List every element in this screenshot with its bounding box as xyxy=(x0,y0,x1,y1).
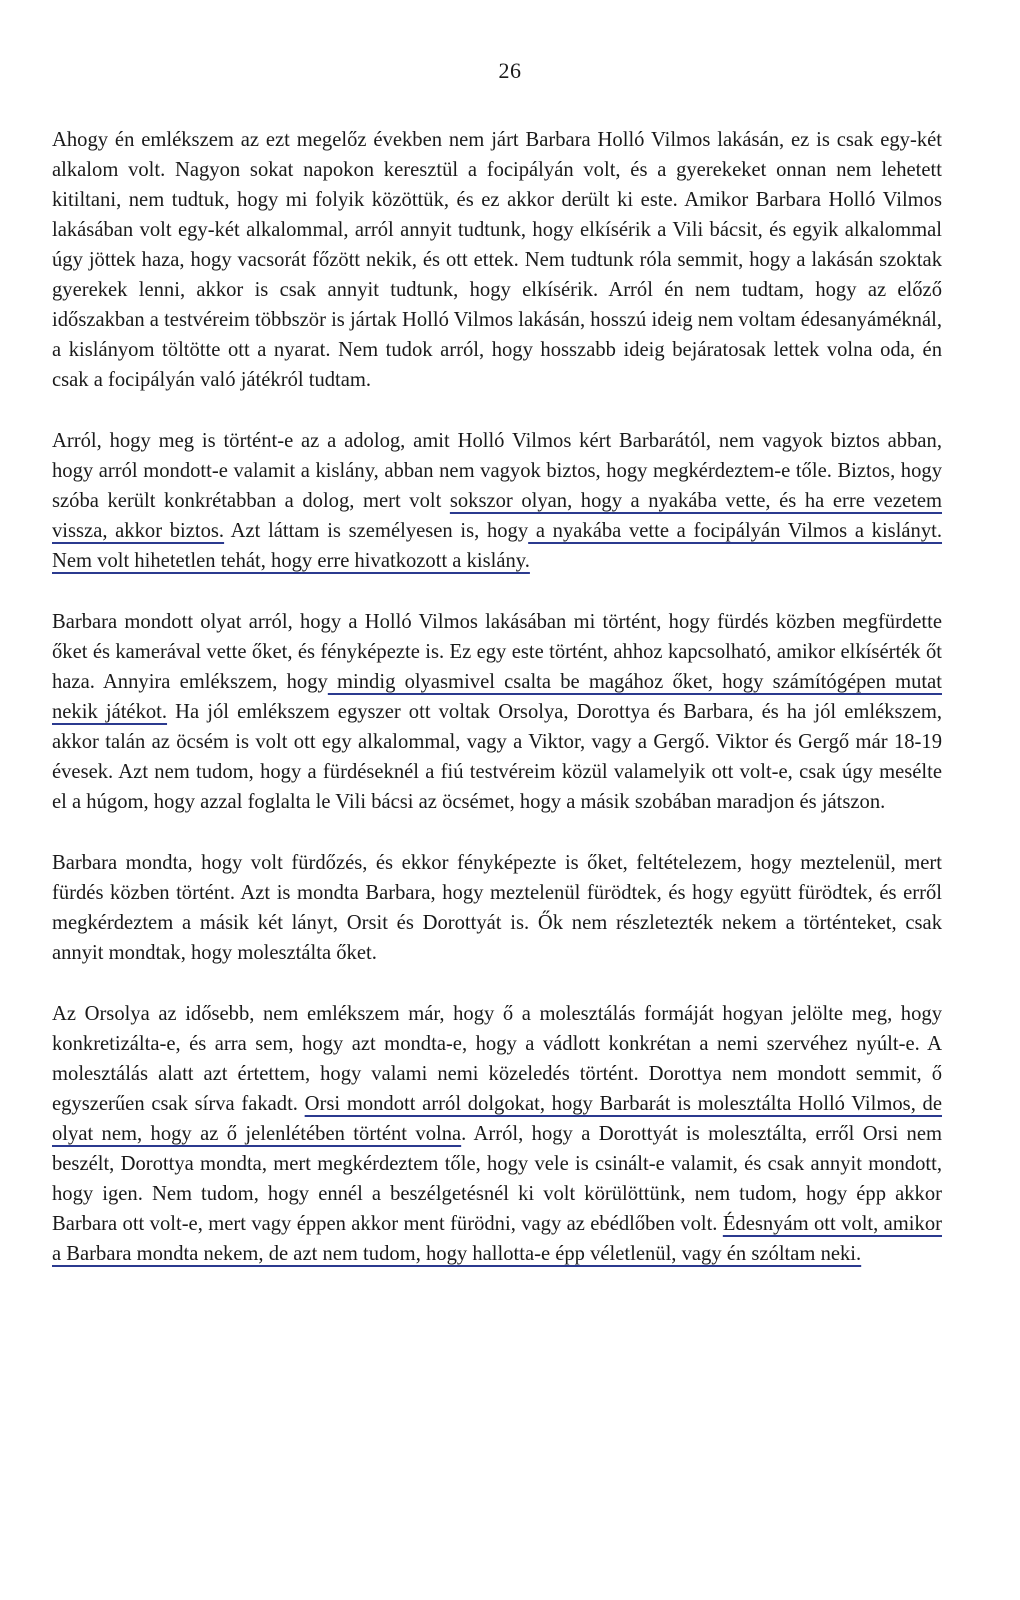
page-number: 26 xyxy=(498,58,522,83)
body-text xyxy=(52,125,942,1269)
underlined-segment: Orsi mondott arról dolgokat, hogy Barbarát is molesztálta Holló Vilmos, de olyat nem, hogy az ő jelenlétében történt volna xyxy=(52,1093,942,1145)
text-segment: . Arról, hogy a Dorottyát is molesztálta, erről Orsi nem beszélt, Dorottya mondta, mert megkérdeztem tőle, hogy vele is csinált-e valamit, és csak annyit mondott, hogy igen. Nem tudom, hogy ennél a beszélgetésnél ki volt körülöttünk, nem tudom, hogy épp akkor Barbara ott volt-e, mert vagy éppen akkor ment fürödni, vagy az ebédlőben volt. xyxy=(52,1123,942,1235)
paragraph-2 xyxy=(52,426,942,576)
text-segment: Azt láttam is személyesen is, hogy xyxy=(224,520,529,542)
text-segment: Barbara mondott olyat arról, hogy a Holló Vilmos lakásában mi történt, hogy fürdés közben megfürdette őket és kamerával vette őket, és fényképezte is. Ez egy este történt, ahhoz kapcsolható, amikor elkísérték őt haza. Annyira emlékszem, hogy xyxy=(52,611,942,693)
paragraph-4 xyxy=(52,848,942,968)
underlined-segment: sokszor olyan, hogy a nyakába vette, és ha erre vezetem vissza, akkor biztos. xyxy=(52,490,942,542)
underlined-segment: Édesnyám ott volt, amikor a Barbara mondta nekem, de azt nem tudom, hogy hallotta-e épp véletlenül, vagy én szóltam neki. xyxy=(52,1213,942,1265)
underlined-segment: a nyakába vette a focipályán Vilmos a kislányt. xyxy=(528,520,943,542)
text-segment: Ha jól emlékszem egyszer ott voltak Orsolya, Dorottya és Barbara, és ha jól emlékszem, akkor talán az öcsém is volt ott egy alkalommal, vagy a Viktor, vagy a Gergő. Viktor és Gergő már 18-19 évesek. Azt nem tudom, hogy a fürdéseknél a fiú testvéreim közül valamelyik ott volt-e, csak úgy mesélte el a húgom, hogy azzal foglalta le Vili bácsi az öcsémet, hogy a másik szobában maradjon és játszon. xyxy=(52,701,943,813)
underlined-segment: mindig olyasmivel csalta be magához őket, hogy számítógépen mutat nekik játékot. xyxy=(52,671,942,723)
text-segment: Barbara mondta, hogy volt fürdőzés, és ekkor fényképezte is őket, feltételezem, hogy meztelenül, mert fürdés közben történt. Azt is mondta Barbara, hogy meztelenül fürödtek, és hogy együtt fürödtek, és erről megkérdeztem a másik két lányt, Orsit és Dorottyát is. Ők nem részletezték nekem a történteket, csak annyit mondtak, hogy molesztálta őket. xyxy=(52,852,942,964)
paragraph-1 xyxy=(52,125,942,395)
text-segment: Arról, hogy meg is történt-e az a adolog, amit Holló Vilmos kért Barbarától, nem vagyok biztos abban, hogy arról mondott-e valamit a kislány, abban nem vagyok biztos, hogy megkérdeztem-e tőle. Biztos, hogy szóba került konkrétabban a dolog, mert volt xyxy=(52,430,942,512)
paragraph-3 xyxy=(52,607,942,817)
paragraph-5 xyxy=(52,999,942,1269)
text-segment: Az Orsolya az idősebb, nem emlékszem már, hogy ő a molesztálás formáját hogyan jelölte meg, hogy konkretizálta-e, és arra sem, hogy azt mondta-e, hogy a vádlott konkrétan a nemi szervéhez nyúlt-e. A molesztálás alatt azt értettem, hogy valami nemi közeledés történt. Dorottya nem mondott semmit, ő egyszerűen csak sírva fakadt. xyxy=(52,1003,942,1115)
underlined-segment: Nem volt hihetetlen tehát, hogy erre hivatkozott a kislány. xyxy=(52,550,530,572)
text-segment: Ahogy én emlékszem az ezt megelőz években nem járt Barbara Holló Vilmos lakásán, ez is csak egy-két alkalom volt. Nagyon sokat napokon keresztül a focipályán volt, és a gyerekeket onnan nem lehetett kitiltani, nem tudtuk, hogy mi folyik közöttük, és ez akkor derült ki este. Amikor Barbara Holló Vilmos lakásában volt egy-két alkalommal, arról annyit tudtunk, hogy elkísérik a Vili bácsit, és egyik alkalommal úgy jöttek haza, hogy vacsorát főzött nekik, és ott ettek. Nem tudtunk róla semmit, hogy a lakásán szoktak gyerekek lenni, akkor is csak annyit tudtunk, hogy elkísérik. Arról én nem tudtam, hogy az előző időszakban a testvéreim többször is jártak Holló Vilmos lakásán, hosszú ideig nem voltam édesanyáméknál, a kislányom töltötte ott a nyarat. Nem tudok arról, hogy hosszabb ideig bejáratosak lettek volna oda, én csak a focipályán való játékról tudtam. xyxy=(52,129,942,391)
